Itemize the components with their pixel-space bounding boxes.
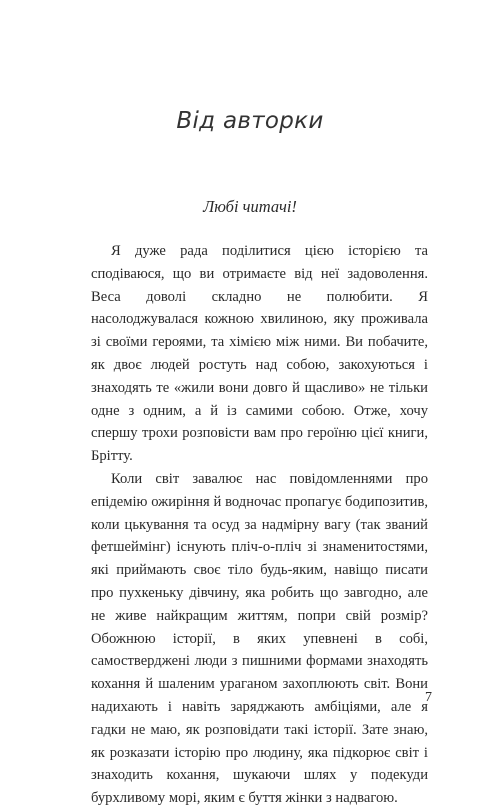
salutation: Любі читачі! <box>203 197 297 216</box>
paragraph-1: Я дуже рада поділитися цією історією та сподіваюся, що ви отримаєте від неї задоволення. Веса доволі складно не полюбити. Я насолоджувалася кожною хвилиною, яку проживала зі своїми героями, та хімією між ними. Ви побачите, як двоє людей ростуть над собою, закохуються і знаходять те «жили вони довго й щасливо» не тільки одне з одним, а й із самими собою. Отже, хочу спершу трохи розповісти вам про героїню цієї книги, Брітту. <box>91 243 428 465</box>
body-text <box>91 240 428 810</box>
paragraph-2: Коли світ завалює нас повідомленнями про епідемію ожиріння й водночас пропагує бодипозитив, коли цькування та осуд за надмірну вагу (так званий фетшеймінг) існують пліч-о-пліч зі знаменитостями, які приймають своє тіло будь-яким, навіщо писати про пухкеньку дівчину, яка робить що завгодно, але не живе найкращим життям, попри свій розмір? Обожнюю історії, в яких упевнені в собі, самостверджені люди з пишними формами знаходять кохання й шаленим ураганом захоплюють світ. Вони надихають і навіть заряджають амбіціями, але я гадки не маю, як розповідати такі історії. Зате знаю, як розказати історію про людину, яка підкорює світ і знаходить кохання, шукаючи шлях у подекуди бурхливому морі, яким є буття жінки з надвагою. <box>91 470 428 807</box>
page-number: 7 <box>425 690 432 705</box>
chapter-title: Від авторки <box>176 108 324 134</box>
